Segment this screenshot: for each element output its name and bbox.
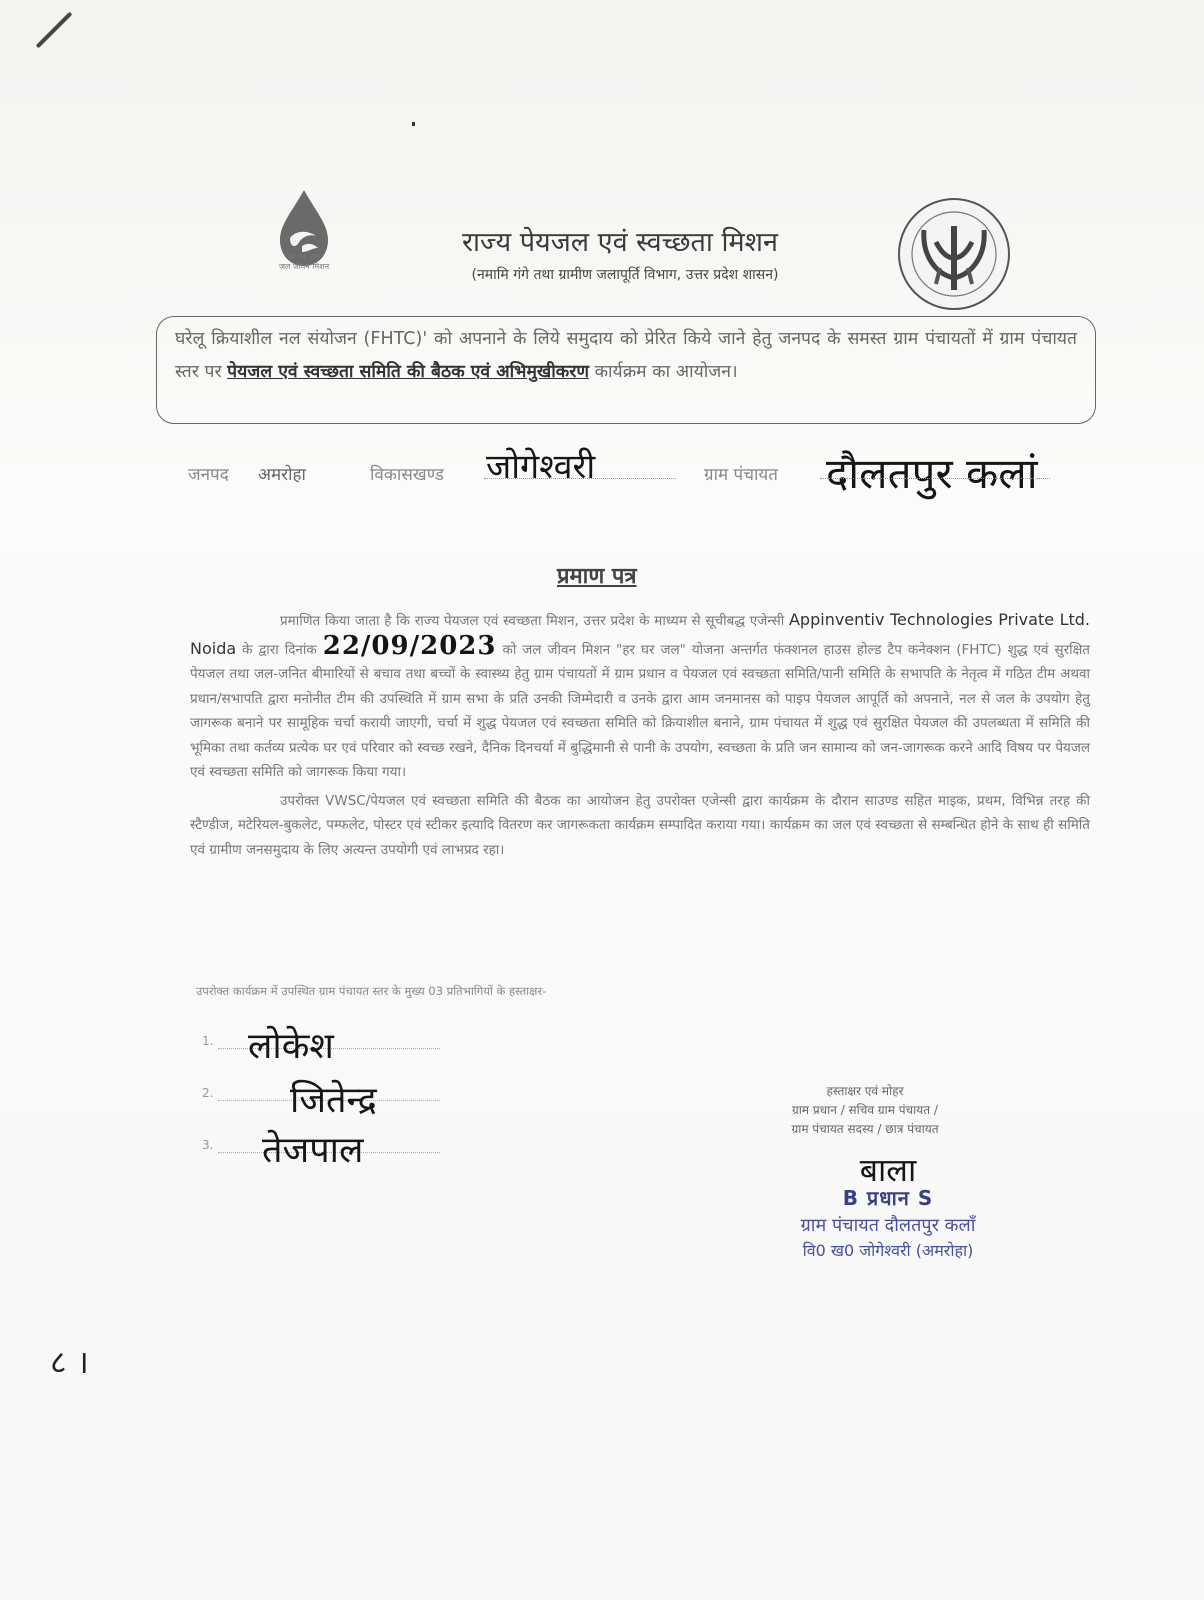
pradhan-signature: बाला <box>859 1151 917 1189</box>
notice-text-end: कार्यक्रम का आयोजन। <box>589 362 738 382</box>
district-value: अमरोहा <box>258 465 306 485</box>
participant-signature-2: जितेन्द्र <box>290 1080 377 1121</box>
authority-line-2: ग्राम प्रधान / सचिव ग्राम पंचायत / <box>792 1103 938 1117</box>
authority-line-3: ग्राम पंचायत सदस्य / छात्र पंचायत <box>791 1122 939 1136</box>
official-stamp <box>773 1148 1003 1261</box>
authority-line-1: हस्ताक्षर एवं मोहर <box>826 1084 904 1098</box>
paragraph-2: उपरोक्त VWSC/पेयजल एवं स्वच्छता समिति की बैठक का आयोजन हेतु उपरोक्त एजेन्सी द्वारा कार्यक्रम के दौरान साउण्ड सहित माइक, प्रथम, विभिन्न तरह की स्टैण्डीज, मटेरियल-बुकलेट, पम्फलेट, पोस्टर एवं स्टीकर इत्यादि वितरण कर जागरूकता कार्यक्रम सम्पादित कराया गया। कार्यक्रम का जल एवं स्वच्छता से सम्बन्धित होने के साथ ही समिति एवं ग्रामीण जनसमुदाय के लिए अत्यन्त उपयोगी एवं लाभप्रद रहा। <box>190 792 1090 858</box>
block-value-handwritten: जोगेश्वरी <box>486 447 596 487</box>
stamp-line-1: B प्रधान S <box>842 1186 934 1210</box>
stamp-line-3: वि0 ख0 जोगेश्वरी (अमरोहा) <box>802 1241 974 1260</box>
participant-number: 3. <box>202 1138 214 1152</box>
block-label: विकासखण्ड <box>370 465 444 485</box>
pen-mark <box>36 12 73 49</box>
certificate-body <box>190 608 1090 862</box>
participant-number: 2. <box>202 1086 214 1100</box>
notice-text: घरेलू क्रियाशील नल संयोजन (FHTC)' को अपनाने के लिये समुदाय को प्रेरित किये जाने हेतु जनपद के समस्त ग्राम पंचायतों में ग्राम पंचायत स्तर पर <box>175 329 1077 382</box>
panchayat-label: ग्राम पंचायत <box>704 465 778 485</box>
panchayat-value-line <box>820 478 1050 479</box>
participant-signature-1: लोकेश <box>248 1026 334 1067</box>
paragraph-1-text-a: प्रमाणित किया जाता है कि राज्य पेयजल एवं स्वच्छता मिशन, उत्तर प्रदेश के माध्यम से सूचीबद्ध एजेन्सी <box>280 613 789 629</box>
paragraph-1 <box>190 608 1090 785</box>
date-handwritten: 22/09/2023 <box>322 630 497 661</box>
stamp-line-2: ग्राम पंचायत दौलतपुर कलाँ <box>800 1215 976 1236</box>
certificate-title: प्रमाण पत्र <box>557 564 637 589</box>
district-label: जनपद <box>188 465 229 485</box>
participant-number: 1. <box>202 1034 214 1048</box>
up-state-emblem <box>896 196 1012 312</box>
agency-name: Appinventiv Technologies Private Ltd. Noida <box>190 610 1091 658</box>
organization-subtitle: (नमामि गंगे तथा ग्रामीण जलापूर्ति विभाग, उत्तर प्रदेश शासन) <box>471 267 779 283</box>
logo-caption: हर घर जल जल जीवन मिशन <box>278 252 330 271</box>
authority-caption <box>745 1082 985 1139</box>
paragraph-1-text-c: को जल जीवन मिशन "हर घर जल" योजना अन्तर्गत फंक्शनल हाउस होल्ड टैप कनेक्शन (FHTC) शुद्ध एवं सुरक्षित पेयजल तथा जल-जनित बीमारियों से बचाव तथा बच्चों के स्वास्थ्य हेतु ग्राम पंचायतों में ग्राम प्रधान व पेयजल एवं स्वच्छता समिति/पानी समिति के सभापति के नेतृत्व में गठित टीम अथवा प्रधान/सभापति द्वारा मनोनीत टीम की उपस्थिति में ग्राम सभा के प्रति उनकी जिम्मेदारी व उनके द्वारा आम जनमानस को पाइप पेयजल आपूर्ति को अपनाने, नल से जल के उपयोग हेतु जागरूक बनाने पर सामूहिक चर्चा करायी जाएगी, चर्चा में शुद्ध पेयजल एवं स्वच्छता समिति को क्रियाशील बनाने, ग्राम पंचायत में शुद्ध एवं सुरक्षित पेयजल की उपलब्धता में समिति की भूमिका तथा कर्तव्य प्रत्येक घर एवं परिवार को स्वच्छ रखने, दैनिक दिनचर्या में बुद्धिमानी से पानी के उपयोग, स्वच्छता के प्रति जन सामान्य को जन-जागरूक करने आदि विषय पर पेयजल एवं स्वच्छता समिति को जागरूक किया गया। <box>190 641 1090 780</box>
ink-dot <box>412 122 415 126</box>
panchayat-value-handwritten: दौलतपुर कलां <box>826 449 1038 498</box>
notice-box <box>156 316 1096 424</box>
participant-signature-3: तेजपाल <box>262 1130 364 1171</box>
paragraph-1-text-b: के द्वारा दिनांक <box>236 641 323 658</box>
participants-heading: उपरोक्त कार्यक्रम में उपस्थित ग्राम पंचायत स्तर के मुख्य 03 प्रतिभागियों के हस्ताक्षर- <box>196 984 547 998</box>
margin-note: ८ । <box>50 1343 89 1381</box>
organization-title: राज्य पेयजल एवं स्वच्छता मिशन <box>462 227 778 258</box>
block-value-line <box>484 478 676 479</box>
notice-underlined-text: पेयजल एवं स्वच्छता समिति की बैठक एवं अभिमुखीकरण <box>227 362 590 382</box>
